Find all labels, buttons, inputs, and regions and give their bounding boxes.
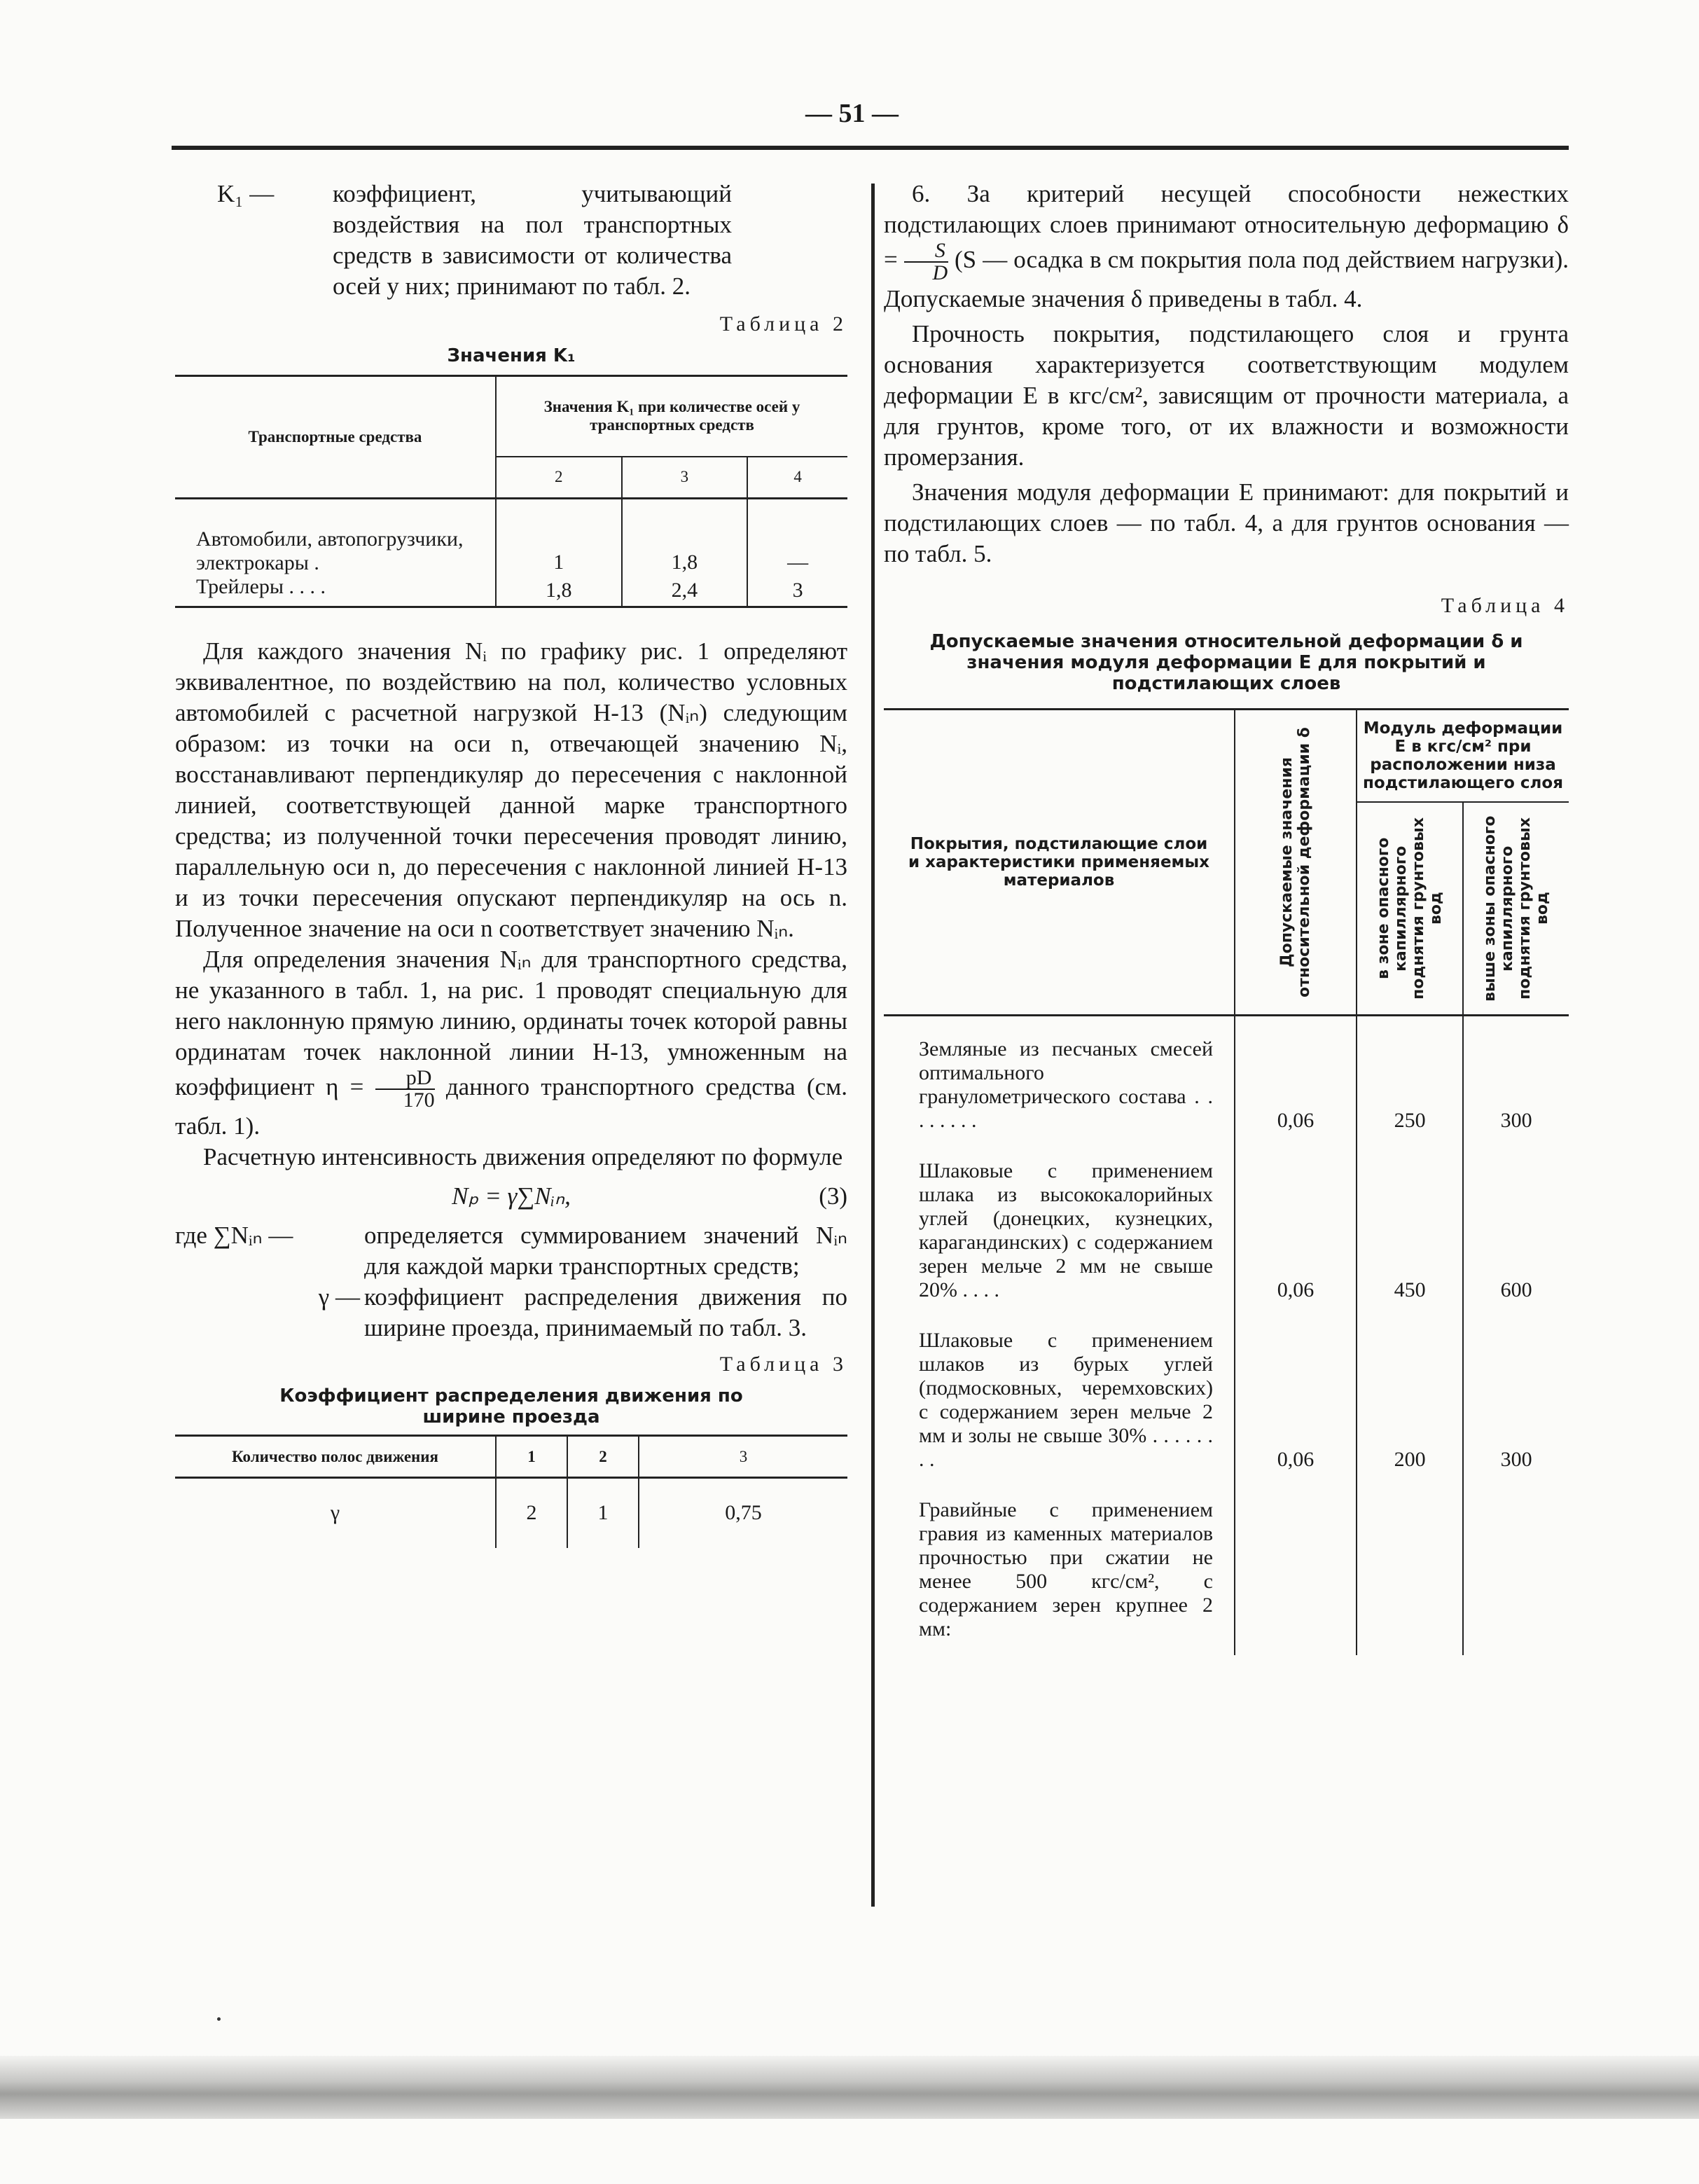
where-text: определяется суммированием значений Nᵢₙ для каждой марки транспортных средств; (364, 1222, 847, 1280)
table-row (175, 575, 847, 607)
table4-caption: Таблица 4 (1441, 594, 1569, 617)
table2-value: 2,4 (622, 575, 748, 607)
table2-axle: 3 (622, 457, 748, 499)
k1-term: K₁ — (217, 180, 275, 207)
left-column (175, 179, 847, 1548)
table4-head-zone1-cell (1357, 802, 1463, 1016)
table-row (175, 1478, 847, 1548)
table2 (175, 375, 847, 608)
table2-caption: Таблица 2 (719, 312, 847, 336)
table4-head-material: Покрытия, подстилающие слои и характеристики применяемых материалов (884, 710, 1235, 1016)
table3-cell: γ (175, 1478, 496, 1548)
table4-delta: 0,06 (1235, 1016, 1357, 1139)
paragraph-text: данного транспортного средства (см. табл. 1). (175, 1073, 848, 1140)
formula-text: Nₚ = γ∑Nᵢₙ, (452, 1182, 571, 1210)
gamma-definition (175, 1282, 847, 1343)
table3-cell: 0,75 (725, 1501, 762, 1525)
paragraph-text: Для определения значения Nᵢₙ для транспортного средства, не указанного в табл. 1, на рис. 1 проводят специальную для него наклонную прямую линию, ординаты точек которой равны ординатам точек наклонной линии Н-13, умноженным на коэффициент (175, 946, 847, 1101)
table3-head: 1 (496, 1436, 567, 1478)
gamma-term: γ — (318, 1283, 360, 1311)
table4-delta: 0,06 (1235, 1138, 1357, 1308)
table4 (884, 708, 1569, 1655)
paragraph (884, 179, 1569, 315)
table2-vehicle: Трейлеры . . . . (175, 575, 496, 607)
paragraph: Прочность покрытия, подстилающего слоя и грунта основания характеризуется соответствующим модулем деформации E в кгс/см², зависящим от прочности материала, а для грунтов, кроме того, от их влажности и возможности промерзания. (884, 320, 1569, 471)
gamma-text: коэффициент распределения движения по ширине проезда, принимаемый по табл. 3. (364, 1283, 847, 1341)
table4-material: Шлаковые с применением шлаков из бурых углей (подмосковных, черемховских) с содержанием зерен мельче 2 мм и золы не свыше 30% . . . . . . . . (884, 1308, 1235, 1477)
table2-axle: 2 (496, 457, 622, 499)
table4-title: Допускаемые значения относительной деформации δ и значения модуля деформации E для покрытий и подстилающих слоев (929, 631, 1523, 694)
fraction-numerator: S (904, 240, 948, 263)
table4-head-delta-cell (1235, 710, 1357, 1016)
paragraph-text: (S — осадка в см покрытия пола под действием нагрузки). Допускаемые значения δ приведены в табл. 4. (884, 246, 1569, 312)
fraction-denominator: 170 (403, 1088, 435, 1112)
paragraph: Значения модуля деформации E принимают: для покрытий и подстилающих слоев — по табл. 4, а для грунтов основания — по табл. 5. (884, 478, 1569, 567)
table4-material: Земляные из песчаных смесей оптимального гранулометрического состава . . . . . . . . (884, 1016, 1235, 1139)
table3-cell: 1 (567, 1478, 639, 1548)
k1-definition (217, 179, 847, 302)
table2-value: 1,8 (622, 499, 748, 576)
table4-e2: 300 (1500, 1448, 1532, 1471)
table2-value: 1 (496, 499, 622, 576)
table3-caption: Таблица 3 (719, 1353, 847, 1376)
table4-delta: 0,06 (1235, 1308, 1357, 1477)
header-rule (172, 146, 1569, 150)
table3-head: 2 (567, 1436, 639, 1478)
table4-material: Шлаковые с применением шлака из высококалорийных углей (донецких, кузнецких, карагандинских) с содержанием зерен мельче 2 мм не свыше 20% . . . . (884, 1138, 1235, 1308)
eta-symbol: η = (326, 1073, 364, 1101)
table-row (175, 499, 847, 576)
table4-e2: 300 (1500, 1109, 1532, 1132)
table3-cell: 2 (496, 1478, 567, 1548)
table4-e1: 200 (1357, 1308, 1463, 1477)
paragraph: Расчетную интенсивность движения определяют по формуле (203, 1143, 843, 1170)
column-divider (871, 184, 875, 1907)
table2-value: 1,8 (496, 575, 622, 607)
table-row (884, 1138, 1569, 1308)
table3-head: 3 (639, 1436, 847, 1478)
table3-head: Количество полос движения (175, 1436, 496, 1478)
table4-head-zone2-cell (1463, 802, 1569, 1016)
eta-fraction (375, 1067, 435, 1111)
table2-title: Значения K₁ (447, 345, 576, 366)
formula-number: (3) (819, 1182, 847, 1210)
k1-text: коэффициент, учитывающий воздействия на пол транспортных средств в зависимости от количества осей у них; принимают по табл. 2. (333, 180, 732, 300)
paragraph: Для каждого значения Nᵢ по графику рис. 1 определяют эквивалентное, по воздействию на пол, количество условных автомобилей с расчетной нагрузкой Н-13 (Nᵢₙ) следующим образом: из точки на оси n, отвечающей значению Nᵢ, восстанавливают перпендикуляр до пересечения с наклонной линией, соответствующей данной марке транспортного средства; из полученной точки пересечения проводят линию, параллельную оси n, до пересечения с наклонной линией Н-13 и из точки пересечения опускают перпендикуляр на ось n. Полученное значение на оси n соответствует значению Nᵢₙ. (175, 637, 847, 942)
delta-symbol: δ = (884, 211, 1569, 274)
fraction-numerator: pD (375, 1067, 435, 1090)
paragraph (175, 944, 847, 1142)
right-column (884, 179, 1569, 1655)
table2-value: 3 (792, 579, 803, 602)
table2-head-vehicles: Транспортные средства (175, 376, 496, 499)
paragraph-text: 6. За критерий несущей способности нежестких подстилающих слоев принимают относительную деформацию (884, 180, 1569, 238)
table4-e2 (1463, 1477, 1569, 1655)
scan-speck (217, 2017, 221, 2021)
table2-value: — (787, 551, 809, 574)
where-term: где ∑Nᵢₙ — (175, 1222, 293, 1249)
table4-head-delta: Допускаемые значения относительной деформации δ (1278, 727, 1313, 997)
delta-fraction (904, 240, 948, 284)
table2-axle: 4 (747, 457, 847, 499)
table4-head-zone2: выше зоны опасного капиллярного поднятия грунтовых вод (1481, 815, 1552, 1002)
table2-head-group: Значения K₁ при количестве осей у транспортных средств (496, 376, 847, 457)
table4-e1 (1357, 1477, 1463, 1655)
scan-edge-artifact (0, 2056, 1699, 2119)
table-row (884, 1308, 1569, 1477)
formula-3 (175, 1181, 847, 1212)
table2-vehicle: Автомобили, автопогрузчики, электрокары . (175, 499, 496, 576)
table-row (884, 1477, 1569, 1655)
table4-e1: 450 (1357, 1138, 1463, 1308)
table4-material: Гравийные с применением гравия из каменных материалов прочностью при сжатии не менее 500 кгс/см², с содержанием зерен крупнее 2 мм: (884, 1477, 1235, 1655)
table4-e1: 250 (1357, 1016, 1463, 1139)
table-row (884, 1016, 1569, 1139)
table4-head-modulus: Модуль деформации E в кгс/см² при расположении низа подстилающего слоя (1357, 710, 1569, 803)
table4-delta (1235, 1477, 1357, 1655)
table3-title: Коэффициент распределения движения по ширине проезда (279, 1385, 743, 1428)
table3 (175, 1435, 847, 1548)
page-number: — 51 — (805, 99, 899, 128)
fraction-denominator: D (932, 261, 948, 284)
table4-head-zone1: в зоне опасного капиллярного поднятия грунтовых вод (1375, 817, 1445, 1000)
where-definition (175, 1220, 847, 1282)
table4-e2: 600 (1500, 1278, 1532, 1301)
